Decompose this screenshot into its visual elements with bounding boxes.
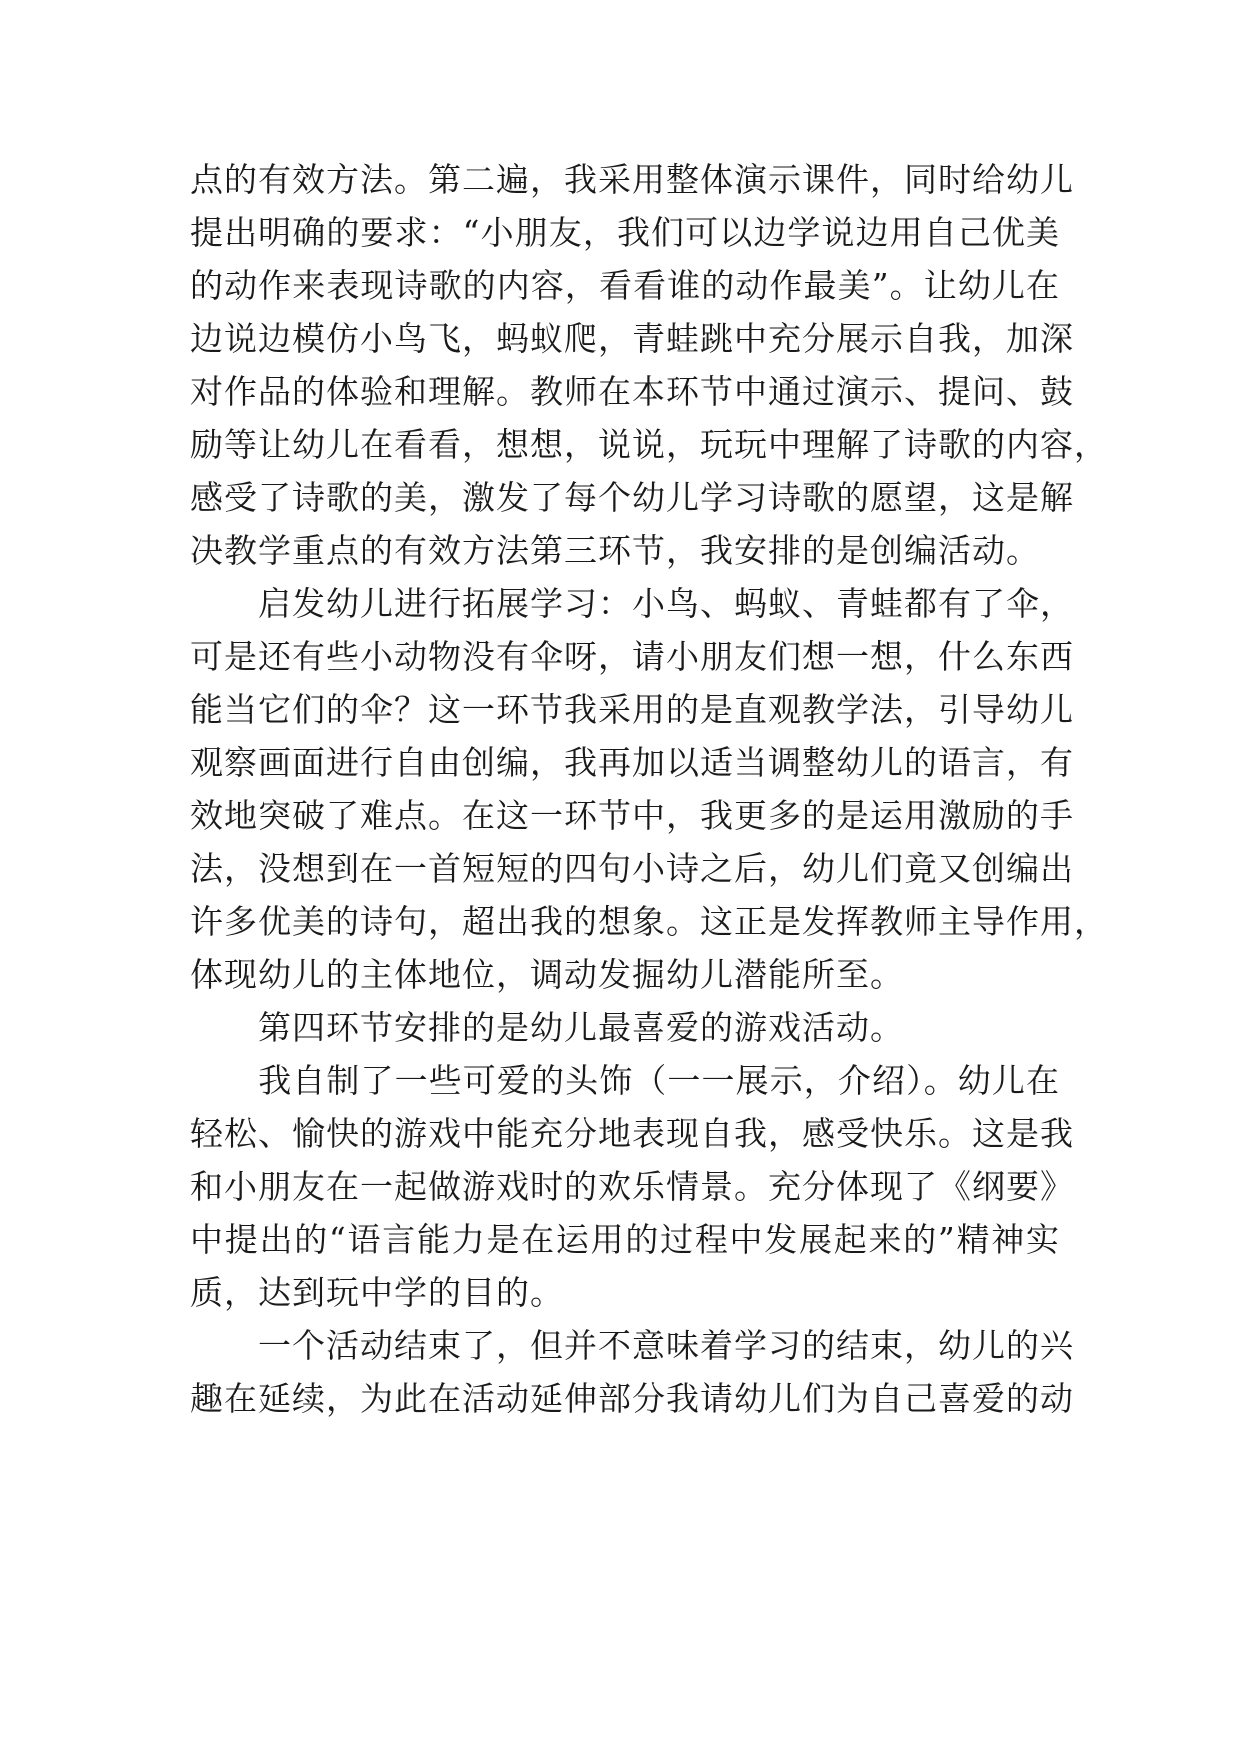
text-line: 质，达到玩中学的目的。 — [190, 1273, 564, 1312]
text-line: 启发幼儿进行拓展学习：小鸟、蚂蚁、青蛙都有了伞， — [190, 584, 1074, 623]
text-line: 趣在延续，为此在活动延伸部分我请幼儿们为自己喜爱的动 — [190, 1379, 1074, 1418]
text-line: 中提出的“语言能力是在运用的过程中发展起来的”精神实 — [190, 1220, 1060, 1259]
text-line: 和小朋友在一起做游戏时的欢乐情景。充分体现了《纲要》 — [190, 1167, 1074, 1206]
text-line: 法，没想到在一首短短的四句小诗之后，幼儿们竟又创编出 — [190, 849, 1074, 888]
text-line: 的动作来表现诗歌的内容，看看谁的动作最美”。让幼儿在 — [190, 266, 1060, 305]
text-line: 点的有效方法。第二遍，我采用整体演示课件，同时给幼儿 — [190, 160, 1074, 199]
text-line: 第四环节安排的是幼儿最喜爱的游戏活动。 — [190, 1008, 904, 1047]
text-line: 轻松、愉快的游戏中能充分地表现自我，感受快乐。这是我 — [190, 1114, 1074, 1153]
text-line: 提出明确的要求：“小朋友，我们可以边学说边用自己优美 — [190, 213, 1060, 252]
text-line: 效地突破了难点。在这一环节中，我更多的是运用激励的手 — [190, 796, 1074, 835]
text-line: 一个活动结束了，但并不意味着学习的结束，幼儿的兴 — [190, 1326, 1074, 1365]
text-line: 可是还有些小动物没有伞呀，请小朋友们想一想，什么东西 — [190, 637, 1074, 676]
text-line: 决教学重点的有效方法第三环节，我安排的是创编活动。 — [190, 531, 1040, 570]
text-line: 能当它们的伞？这一环节我采用的是直观教学法，引导幼儿 — [190, 690, 1074, 729]
text-line: 我自制了一些可爱的头饰（一一展示，介绍）。幼儿在 — [190, 1061, 1060, 1100]
text-line: 体现幼儿的主体地位，调动发掘幼儿潜能所至。 — [190, 955, 904, 994]
text-line: 对作品的体验和理解。教师在本环节中通过演示、提问、鼓 — [190, 372, 1074, 411]
text-line: 感受了诗歌的美，激发了每个幼儿学习诗歌的愿望，这是解 — [190, 478, 1074, 517]
text-line: 边说边模仿小鸟飞，蚂蚁爬，青蛙跳中充分展示自我，加深 — [190, 319, 1074, 358]
text-line: 观察画面进行自由创编，我再加以适当调整幼儿的语言，有 — [190, 743, 1074, 782]
text-line: 许多优美的诗句，超出我的想象。这正是发挥教师主导作用， — [190, 902, 1108, 941]
text-line: 励等让幼儿在看看，想想，说说，玩玩中理解了诗歌的内容， — [190, 425, 1108, 464]
